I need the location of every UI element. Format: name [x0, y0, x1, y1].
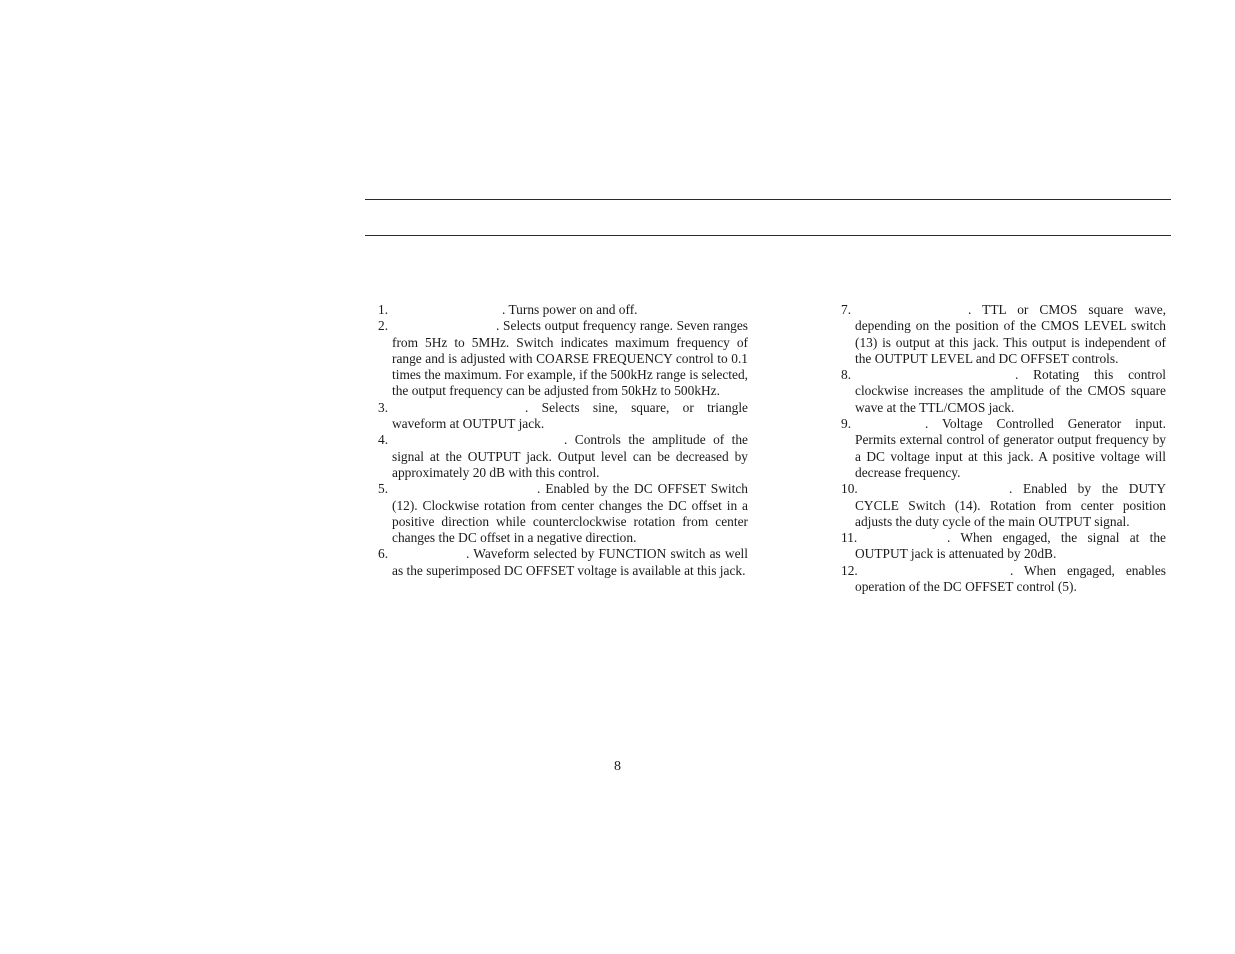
item-number: 12.	[841, 562, 858, 578]
list-item	[378, 481, 748, 546]
list-item	[841, 530, 1166, 563]
item-number: 2.	[378, 318, 389, 334]
item-number: 5.	[378, 481, 389, 497]
item-text: . When engaged, enables operation of the DC OFFSET control (5).	[855, 562, 1166, 595]
item-number: 7.	[841, 302, 852, 317]
item-text: . Controls the amplitude of the signal at the OUTPUT jack. Output level can be decreased by approximately 20 dB with this control.	[392, 432, 748, 480]
list-item	[378, 318, 748, 399]
item-text: . When engaged, the signal at the OUTPUT jack is attenuated by 20dB.	[855, 530, 1166, 562]
right-column	[841, 302, 1166, 595]
list-item	[841, 416, 1166, 481]
item-number: 11.	[841, 530, 858, 546]
item-text: . Voltage Controlled Generator input. Permits external control of generator output frequency by a DC voltage input at this jack. A positive voltage will decrease frequency.	[855, 416, 1166, 480]
item-number: 4.	[378, 432, 389, 448]
left-column	[378, 302, 748, 579]
item-number: 1.	[378, 302, 389, 317]
item-text: . Waveform selected by FUNCTION switch as well as the superimposed DC OFFSET voltage is available at this jack.	[392, 546, 748, 578]
list-item	[841, 481, 1166, 530]
list-item	[841, 302, 1166, 367]
header-rule-bottom	[365, 235, 1171, 236]
list-item	[378, 302, 748, 318]
item-text: . Selects sine, square, or triangle waveform at OUTPUT jack.	[392, 399, 748, 432]
page-number: 8	[614, 759, 621, 774]
item-text: . Selects output frequency range. Seven ranges from 5Hz to 5MHz. Switch indicates maximum frequency of range and is adjusted with COARSE FREQUENCY control to 0.1 times the maximum. For example, if the 500kHz range is selected, the output frequency can be adjusted from 50kHz to 500kHz.	[392, 318, 748, 399]
header-rule-top	[365, 199, 1171, 200]
item-number: 6.	[378, 546, 389, 562]
item-text: . TTL or CMOS square wave, depending on the position of the CMOS LEVEL switch (13) is output at this jack. This output is independent of the OUTPUT LEVEL and DC OFFSET controls.	[855, 302, 1166, 366]
item-number: 8.	[841, 367, 852, 383]
list-item	[378, 432, 748, 481]
item-text: . Turns power on and off.	[502, 302, 638, 317]
item-text: . Enabled by the DC OFFSET Switch (12). Clockwise rotation from center changes the DC offset in a positive direction while counterclockwise rotation from center changes the DC offset in a negative direction.	[392, 481, 748, 546]
item-text: . Enabled by the DUTY CYCLE Switch (14). Rotation from center position adjusts the duty cycle of the main OUTPUT signal.	[855, 481, 1166, 529]
item-number: 3.	[378, 399, 389, 415]
item-text: . Rotating this control clockwise increases the amplitude of the CMOS square wave at the TTL/CMOS jack.	[855, 367, 1166, 415]
list-item	[841, 367, 1166, 416]
list-item	[841, 563, 1166, 596]
item-number: 9.	[841, 416, 852, 432]
list-item	[378, 400, 748, 433]
list-item	[378, 546, 748, 579]
item-number: 10.	[841, 481, 858, 497]
